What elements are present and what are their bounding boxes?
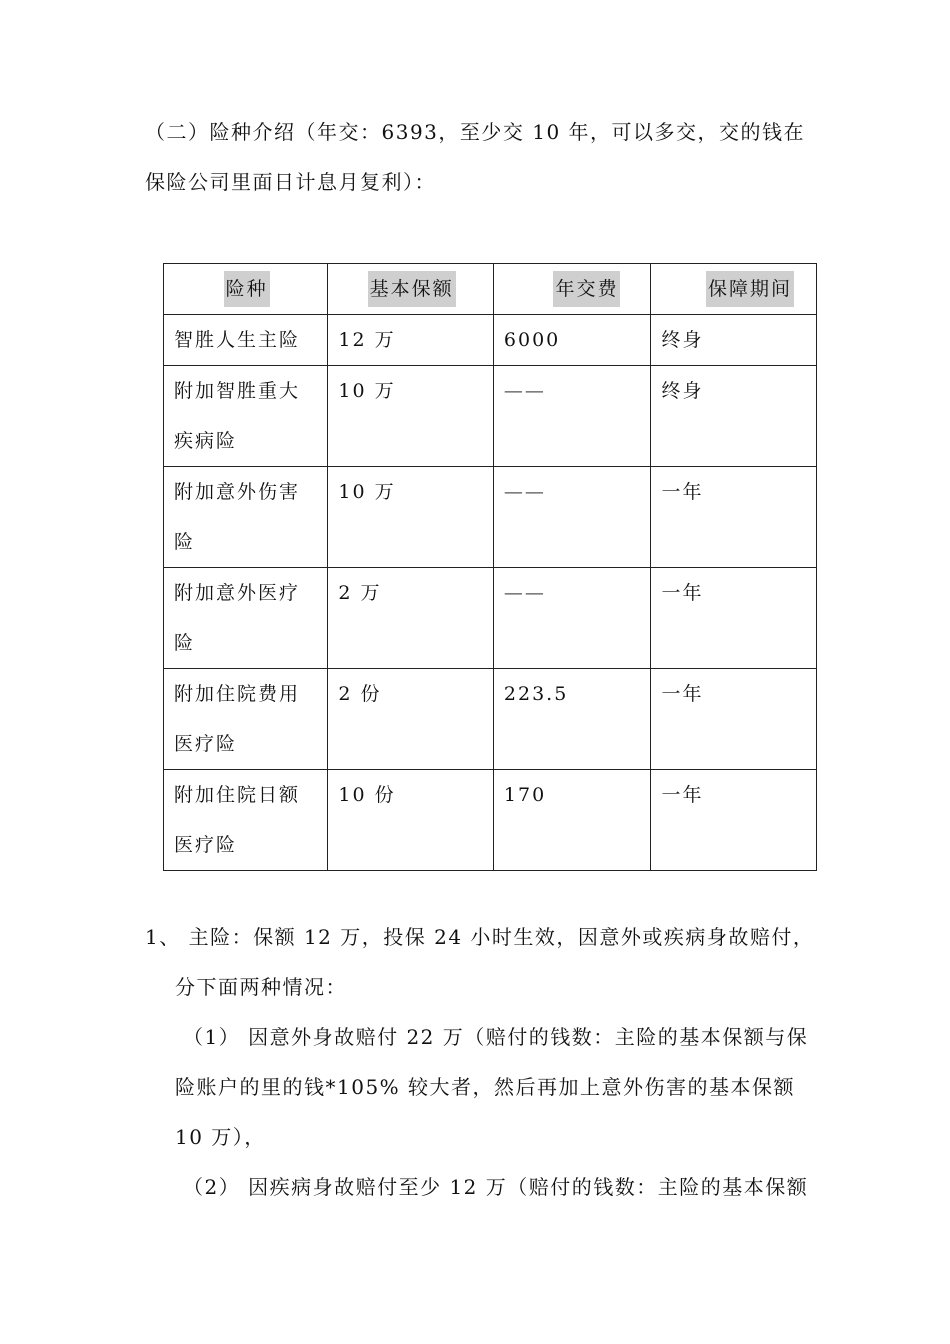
cell-premium: 170 <box>493 770 651 871</box>
case-1-line-2: 险账户的里的钱*105% 较大者，然后再加上意外伤害的基本保额 <box>175 1075 796 1099</box>
table-header-row <box>164 264 817 315</box>
cell-name: 附加住院费用 医疗险 <box>164 669 328 770</box>
table-row <box>164 669 817 770</box>
cell-amount: 12 万 <box>328 315 494 366</box>
cell-name: 附加意外伤害 险 <box>164 467 328 568</box>
table-row <box>164 315 817 366</box>
paragraph-main-insurance: 1、 主险：保额 12 万，投保 24 小时生效，因意外或疾病身故赔付， <box>145 925 815 949</box>
header-type: 险种 <box>224 271 270 307</box>
cell-amount: 10 万 <box>328 366 494 467</box>
header-amount: 基本保额 <box>368 271 456 307</box>
cell-premium: —— <box>493 467 651 568</box>
paragraph-main-insurance-cont: 分下面两种情况： <box>175 975 347 999</box>
cell-amount: 10 份 <box>328 770 494 871</box>
cell-name: 附加住院日额 医疗险 <box>164 770 328 871</box>
header-cell <box>164 264 328 315</box>
header-cell <box>651 264 817 315</box>
header-cell <box>328 264 494 315</box>
case-2-line-1: （2） 因疾病身故赔付至少 12 万（赔付的钱数：主险的基本保额 <box>183 1175 809 1199</box>
cell-period: 终身 <box>651 315 817 366</box>
header-cell <box>493 264 651 315</box>
cell-name: 附加意外医疗 险 <box>164 568 328 669</box>
intro-line-2: 保险公司里面日计息月复利）： <box>145 170 436 194</box>
cell-period: 一年 <box>651 770 817 871</box>
cell-period: 一年 <box>651 467 817 568</box>
cell-amount: 2 份 <box>328 669 494 770</box>
header-premium: 年交费 <box>553 271 620 307</box>
table-row <box>164 770 817 871</box>
case-1-line-3: 10 万）， <box>175 1125 266 1149</box>
cell-premium: 223.5 <box>493 669 651 770</box>
cell-name: 附加智胜重大 疾病险 <box>164 366 328 467</box>
cell-period: 一年 <box>651 568 817 669</box>
insurance-table <box>163 263 817 871</box>
cell-premium: —— <box>493 568 651 669</box>
cell-period: 终身 <box>651 366 817 467</box>
table-row <box>164 467 817 568</box>
cell-amount: 2 万 <box>328 568 494 669</box>
case-1-line-1: （1） 因意外身故赔付 22 万（赔付的钱数：主险的基本保额与保 <box>183 1025 809 1049</box>
cell-premium: —— <box>493 366 651 467</box>
intro-line-1: （二）险种介绍（年交：6393，至少交 10 年，可以多交，交的钱在 <box>145 120 806 144</box>
cell-premium: 6000 <box>493 315 651 366</box>
table-row <box>164 568 817 669</box>
table-row <box>164 366 817 467</box>
header-period: 保障期间 <box>706 271 794 307</box>
cell-amount: 10 万 <box>328 467 494 568</box>
cell-name: 智胜人生主险 <box>164 315 328 366</box>
cell-period: 一年 <box>651 669 817 770</box>
